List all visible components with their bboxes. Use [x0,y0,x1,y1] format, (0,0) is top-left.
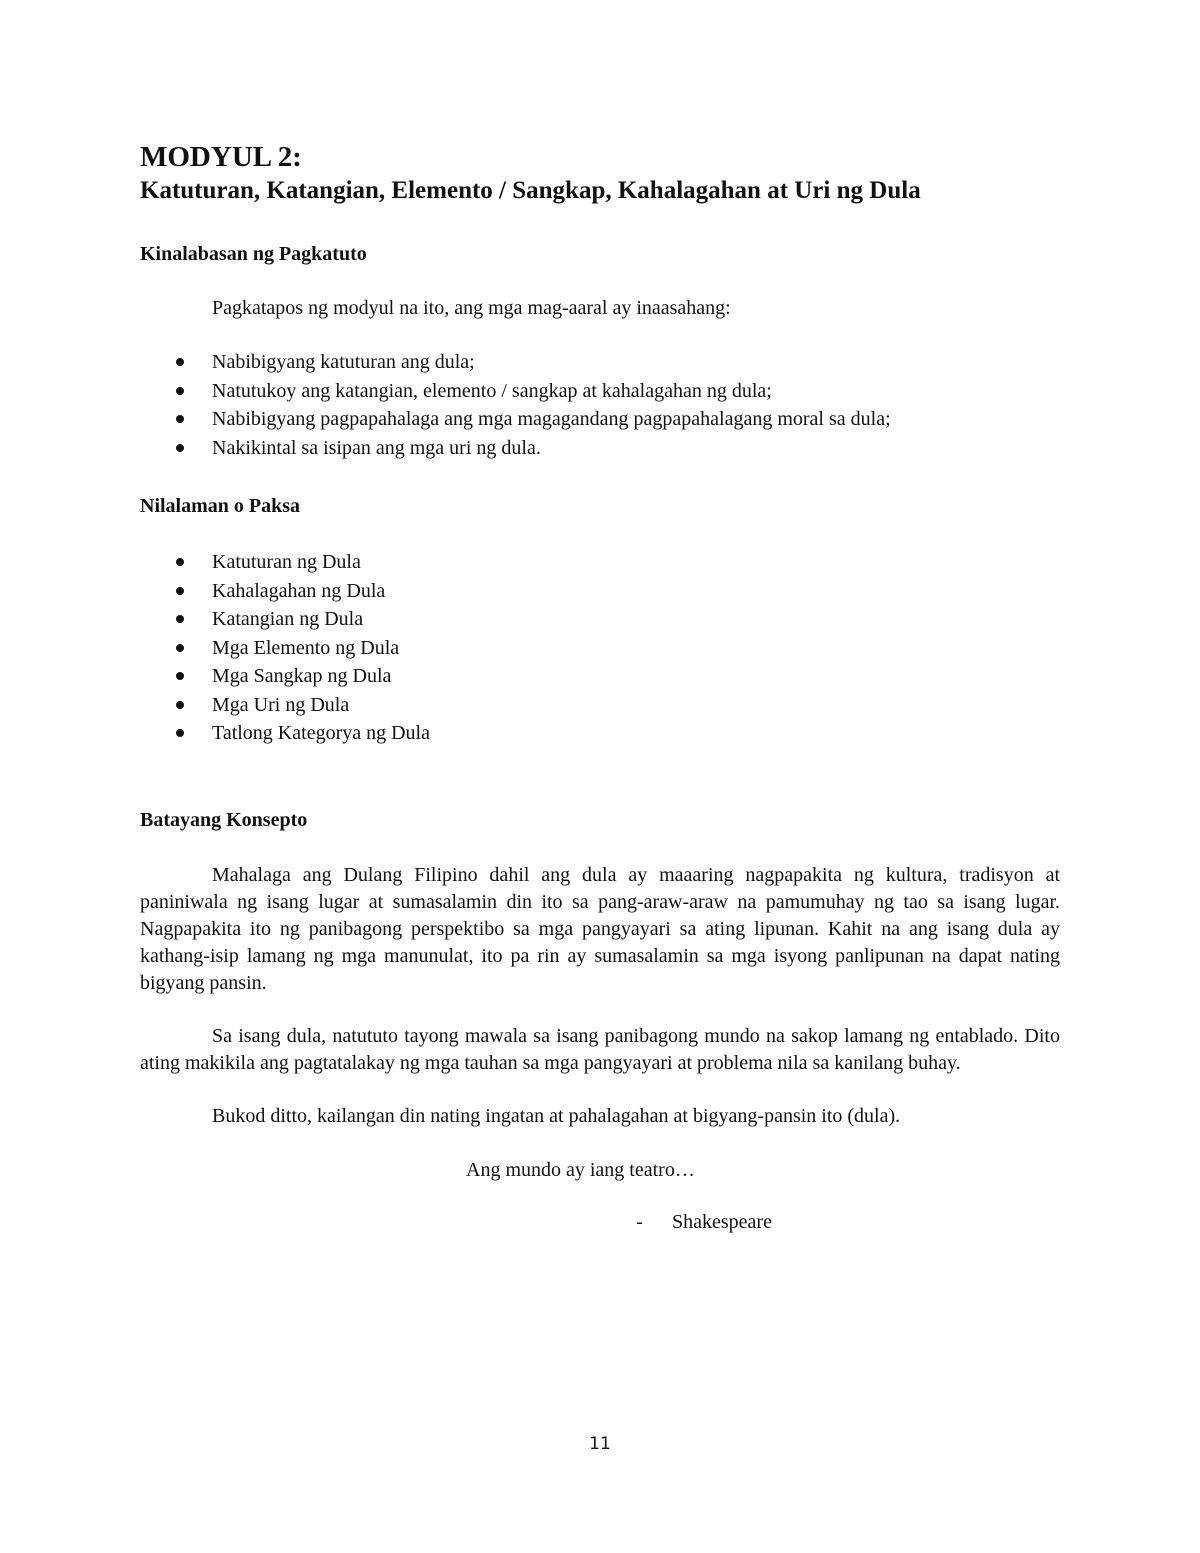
learning-scope-heading: Kinalabasan ng Pagkatuto [140,243,367,265]
list-item: Natutukoy ang katangian, elemento / sangkap at kahalagahan ng dula; [140,377,1060,406]
list-item: Tatlong Kategorya ng Dula [140,719,1060,748]
list-item: Katangian ng Dula [140,605,1060,634]
list-item: Nabibigyang pagpapahalaga ang mga magagandang pagpapahalagang moral sa dula; [140,405,1060,434]
list-item: Katuturan ng Dula [140,548,1060,577]
list-item: Nakikintal sa isipan ang mga uri ng dula. [140,434,1060,463]
quote: Ang mundo ay iang teatro… [466,1158,695,1181]
list-item: Kahalagahan ng Dula [140,577,1060,606]
attribution-dash: - [636,1210,643,1233]
page-content [140,140,1060,1236]
basic-concept-heading: Batayang Konsepto [140,808,308,831]
list-item: Mga Elemento ng Dula [140,634,1060,663]
quote-attribution [636,1208,1060,1236]
concept-paragraph: Bukod ditto, kailangan din nating ingatan at pahalagahan at bigyang-pansin ito (dula). [212,1104,901,1127]
module-title: Katuturan, Katangian, Elemento / Sangkap, Kahalagahan at Uri ng Dula [140,177,921,204]
learning-scope-list [140,348,1060,462]
content-topics-heading: Nilalaman o Paksa [140,495,301,517]
content-topics-list [140,548,1060,748]
list-item: Nabibigyang katuturan ang dula; [140,348,1060,377]
learning-scope-intro: Pagkatapos ng modyul na ito, ang mga mag-aaral ay inaasahang: [212,297,731,319]
page-number: 11 [589,1434,611,1454]
list-item: Mga Sangkap ng Dula [140,662,1060,691]
attribution-name: Shakespeare [672,1210,772,1233]
list-item: Mga Uri ng Dula [140,691,1060,720]
concept-paragraph: Sa isang dula, natututo tayong mawala sa isang panibagong mundo na sakop lamang ng entablado. Dito ating makikila ang pagtatalakay ng mga tauhan sa mga pangyayari at problema nila sa kanilang buhay. [140,1024,1060,1074]
module-label: MODYUL 2: [140,141,302,173]
concept-paragraph: Mahalaga ang Dulang Filipino dahil ang dula ay maaaring nagpapakita ng kultura, tradisyon at paniniwala ng isang lugar at sumasalamin din ito sa pang-araw-araw na pamumuhay ng tao sa isang lugar. Nagpapakita ito ng panibagong perspektibo sa mga pangyayari sa ating lipunan. Kahit na ang isang dula ay kathang-isip lamang ng mga manunulat, ito pa rin ay sumasalamin sa mga isyong panlipunan na dapat nating bigyang pansin. [140,863,1060,994]
